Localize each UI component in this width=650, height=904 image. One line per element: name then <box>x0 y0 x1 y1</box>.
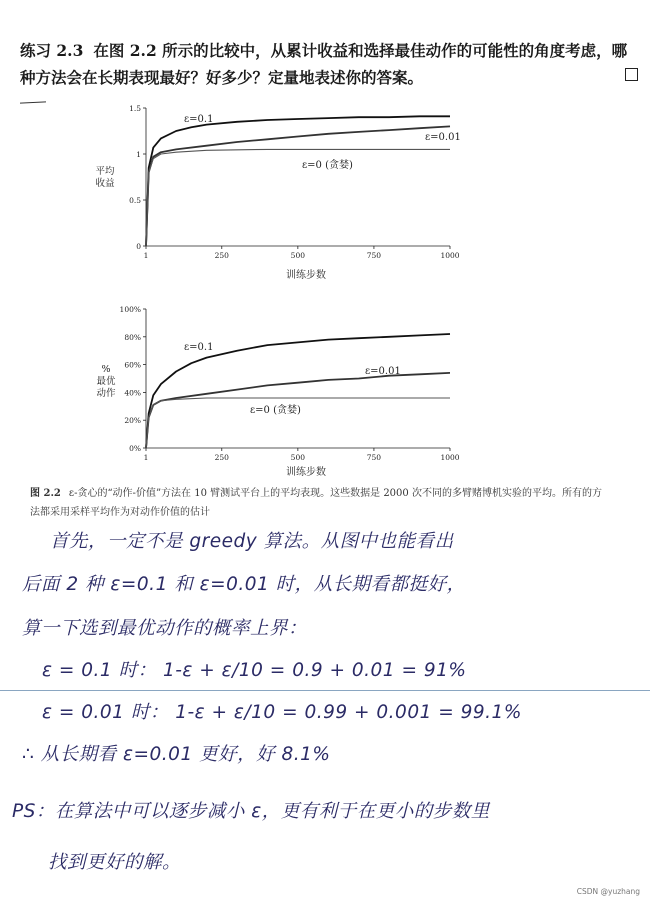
optimal-action-chart <box>80 300 480 480</box>
caption-text: ε-贪心的“动作-价值”方法在 10 臂测试平台上的平均表现。这些数据是 2000 次不同的多臂赌博机实验的平均。所有的方法都采用采样平均作为对动作价值的估计 <box>30 488 602 518</box>
x-tick-label: 500 <box>290 453 306 462</box>
exercise-number: 练习 2.3 <box>20 41 84 60</box>
exercise-text <box>20 37 640 91</box>
caption-label: 图 2.2 <box>30 488 61 499</box>
x-tick-label: 500 <box>290 251 306 260</box>
y-tick-label: 1 <box>136 150 141 159</box>
handwritten-line-3: 算一下选到最优动作的概率上界： <box>22 618 308 639</box>
series-label-eps-0.1: ε=0.1 <box>184 114 214 125</box>
series-label-eps-0.01: ε=0.01 <box>425 132 461 143</box>
x-tick-label: 750 <box>366 453 382 462</box>
y-axis-label-line2: 最优 <box>96 376 116 387</box>
y-axis-label-reward <box>95 165 115 189</box>
y-axis-label-line1: % <box>101 364 111 375</box>
y-tick-label: 100% <box>119 305 141 314</box>
handwritten-line-8: 找到更好的解。 <box>48 852 182 873</box>
x-axis-label: 训练步数 <box>286 270 326 281</box>
y-axis-label-line2: 收益 <box>95 178 115 189</box>
handwritten-line-6: ∴ 从长期看 ε=0.01 更好，好 8.1% <box>22 744 331 765</box>
series-label-eps-0: ε=0 (贪婪) <box>250 405 301 416</box>
exercise-body: 在图 2.2 所示的比较中，从累计收益和选择最佳动作的可能性的角度考虑，哪种方法会在长期表现最好？好多少？定量地表述你的答案。 <box>20 41 628 87</box>
handwritten-line-4: ε = 0.1 时： 1-ε + ε/10 = 0.9 + 0.01 = 91% <box>42 660 467 681</box>
y-tick-label: 20% <box>124 416 141 426</box>
y-tick-label: 0.5 <box>129 196 141 205</box>
y-axis-label-line1: 平均 <box>95 166 115 177</box>
x-tick-label: 1000 <box>440 453 460 462</box>
notebook-rule-line <box>0 690 650 691</box>
y-tick-label: 60% <box>124 360 141 370</box>
x-tick-label: 750 <box>366 251 382 260</box>
x-axis-label: 训练步数 <box>286 467 326 478</box>
x-tick-label: 1 <box>143 453 149 462</box>
y-axis-label-line3: 动作 <box>96 388 116 399</box>
x-tick-label: 1 <box>143 251 149 260</box>
x-tick-label: 250 <box>214 251 229 260</box>
y-tick-label: 0% <box>129 444 141 453</box>
average-reward-chart <box>80 100 480 285</box>
x-tick-label: 1000 <box>440 251 460 260</box>
handwritten-line-5: ε = 0.01 时： 1-ε + ε/10 = 0.99 + 0.001 = 99.1% <box>42 702 522 723</box>
watermark: CSDN @yuzhang <box>576 887 640 896</box>
pen-dash-mark <box>20 101 46 103</box>
y-tick-label: 1.5 <box>129 104 141 113</box>
y-tick-label: 80% <box>124 332 141 342</box>
series-line-2 <box>146 126 450 246</box>
figure-caption <box>30 484 605 522</box>
end-of-exercise-box-icon <box>625 68 638 81</box>
handwritten-line-1: 首先，一定不是 greedy 算法。从图中也能看出 <box>50 531 454 552</box>
x-tick-label: 250 <box>214 453 229 462</box>
series-line-3 <box>146 149 450 246</box>
y-tick-label: 0 <box>136 242 141 251</box>
series-label-eps-0.01: ε=0.01 <box>365 366 401 377</box>
y-axis-label-optimal <box>96 364 116 399</box>
series-label-eps-0.1: ε=0.1 <box>184 342 214 353</box>
y-tick-label: 40% <box>124 388 141 398</box>
series-label-eps-0: ε=0 (贪婪) <box>302 160 353 171</box>
handwritten-line-7: PS：在算法中可以逐步减小 ε，更有利于在更小的步数里 <box>12 801 490 822</box>
handwritten-line-2: 后面 2 种 ε=0.1 和 ε=0.01 时，从长期看都挺好， <box>22 574 466 595</box>
